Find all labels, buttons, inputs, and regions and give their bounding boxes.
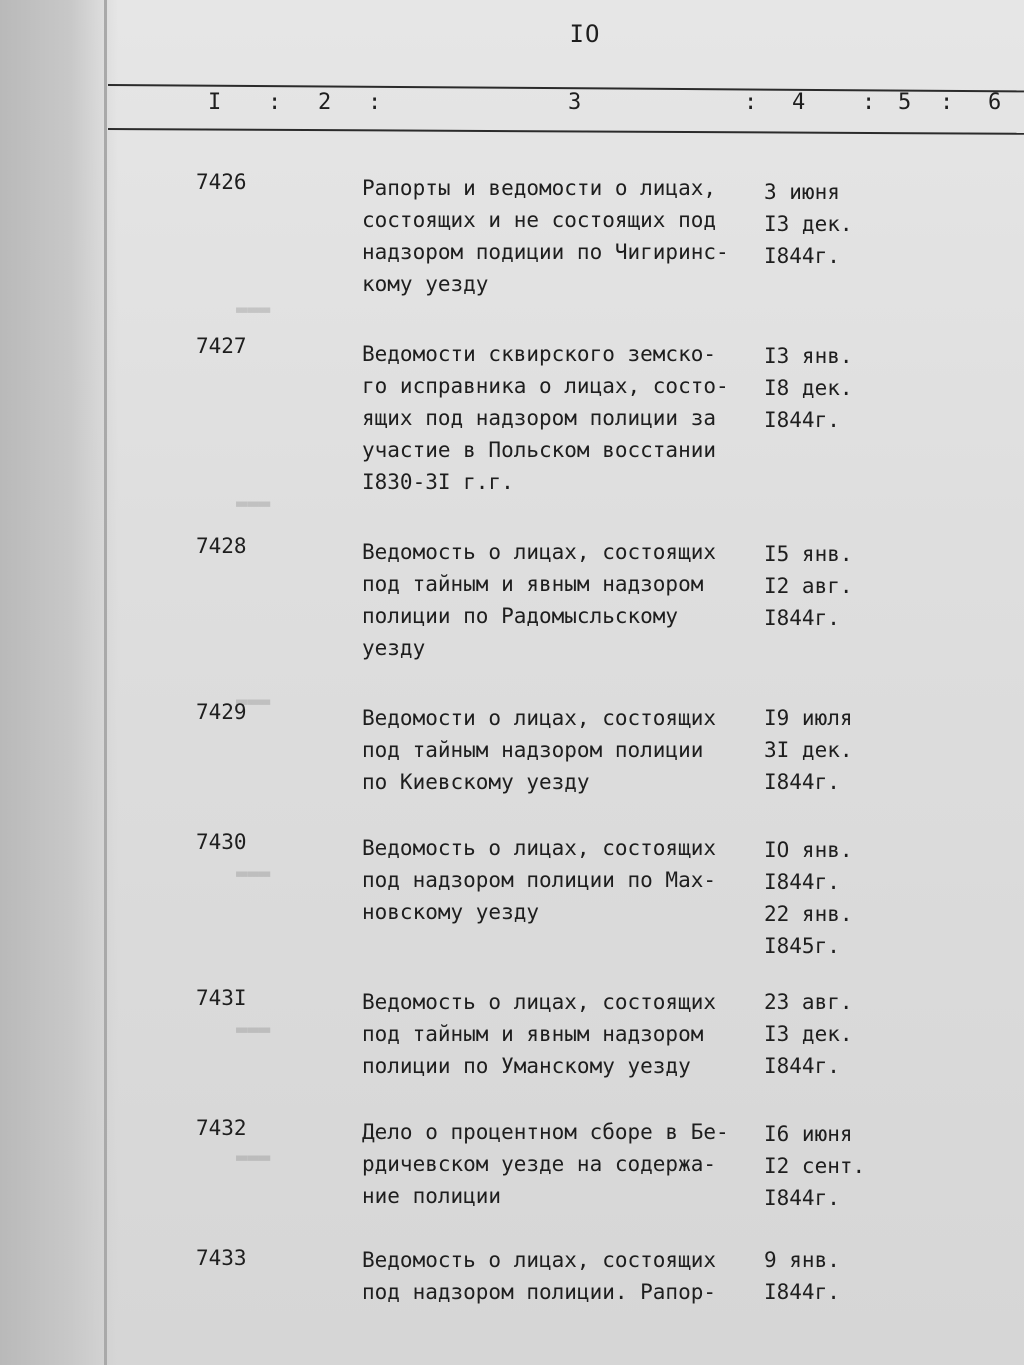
entry-dates <box>764 702 904 798</box>
entry-id: 7432 <box>196 1116 247 1140</box>
description-line: под тайным и явным надзором <box>362 572 704 596</box>
date-line: 23 авг. <box>764 990 853 1014</box>
description-line: ящих под надзором полиции за <box>362 406 717 430</box>
description-line: Ведомость о лицах, состоящих <box>362 1248 717 1272</box>
entry-description <box>362 986 762 1082</box>
entry-description <box>362 1244 762 1308</box>
description-line: полиции по Уманскому уезду <box>362 1054 691 1078</box>
date-line: I6 июня <box>764 1122 853 1146</box>
date-line: I844г. <box>764 408 840 432</box>
bleed-through-mark: ▬▬▬ <box>236 862 271 884</box>
entry-dates <box>764 340 904 436</box>
description-line: Ведомости сквирского земско- <box>362 342 717 366</box>
description-line: под надзором полиции по Мах- <box>362 868 717 892</box>
bleed-through-mark: ▬▬▬ <box>236 1018 271 1040</box>
description-line: кому уезду <box>362 272 489 296</box>
entry-description <box>362 702 762 798</box>
date-line: I3 дек. <box>764 212 853 236</box>
date-line: I2 авг. <box>764 574 853 598</box>
description-line: Рапорты и ведомости о лицах, <box>362 176 717 200</box>
date-line: I3 янв. <box>764 344 853 368</box>
description-line: Ведомость о лицах, состоящих <box>362 540 717 564</box>
description-line: го исправника о лицах, состо- <box>362 374 729 398</box>
entry-id: 7428 <box>196 534 247 558</box>
column-header-separator: : <box>268 90 282 115</box>
column-header-1: I <box>208 90 222 115</box>
column-header-separator: : <box>744 90 758 115</box>
date-line: 3I дек. <box>764 738 853 762</box>
entry-dates <box>764 538 904 634</box>
date-line: IO янв. <box>764 838 853 862</box>
description-line: под надзором полиции. Рапор- <box>362 1280 717 1304</box>
date-line: 3 июня <box>764 180 840 204</box>
entry-dates <box>764 834 904 962</box>
bleed-through-mark: ▬▬▬ <box>236 1146 271 1168</box>
entry-id: 7433 <box>196 1246 247 1270</box>
column-header-5: 5 <box>898 90 912 115</box>
description-line: состоящих и не состоящих под <box>362 208 717 232</box>
entry-dates <box>764 986 904 1082</box>
column-header-separator: : <box>368 90 382 115</box>
date-line: I2 сент. <box>764 1154 866 1178</box>
description-line: уезду <box>362 636 426 660</box>
page-number: IO <box>569 20 601 48</box>
column-header-separator: : <box>940 90 954 115</box>
entry-id: 7429 <box>196 700 247 724</box>
entry-description <box>362 832 762 928</box>
header-rule-bottom <box>108 128 1024 135</box>
description-line: Дело о процентном сборе в Бе- <box>362 1120 729 1144</box>
description-line: надзором подиции по Чигиринс- <box>362 240 729 264</box>
date-line: I3 дек. <box>764 1022 853 1046</box>
entry-description <box>362 338 762 498</box>
entry-id: 7426 <box>196 170 247 194</box>
column-header-4: 4 <box>792 90 806 115</box>
header-rule-top <box>108 84 1024 92</box>
bleed-through-mark: ▬▬▬ <box>236 492 271 514</box>
date-line: I844г. <box>764 1054 840 1078</box>
description-line: Ведомость о лицах, состоящих <box>362 990 717 1014</box>
entry-dates <box>764 1118 904 1214</box>
description-line: Ведомость о лицах, состоящих <box>362 836 717 860</box>
entry-id: 7427 <box>196 334 247 358</box>
entry-id: 743I <box>196 986 247 1010</box>
description-line: ние полиции <box>362 1184 502 1208</box>
entry-description <box>362 1116 762 1212</box>
column-header-6: 6 <box>988 90 1002 115</box>
entry-id: 7430 <box>196 830 247 854</box>
date-line: I5 янв. <box>764 542 853 566</box>
date-line: I844г. <box>764 870 840 894</box>
entry-description <box>362 536 762 664</box>
date-line: 22 янв. <box>764 902 853 926</box>
date-line: I9 июля <box>764 706 853 730</box>
date-line: I844г. <box>764 606 840 630</box>
date-line: I844г. <box>764 244 840 268</box>
description-line: рдичевском уезде на содержа- <box>362 1152 717 1176</box>
bleed-through-mark: ▬▬▬ <box>236 298 271 320</box>
column-header-2: 2 <box>318 90 332 115</box>
date-line: I8 дек. <box>764 376 853 400</box>
description-line: новскому уезду <box>362 900 540 924</box>
entry-dates <box>764 1244 904 1308</box>
facing-page-edge <box>0 0 118 1365</box>
description-line: полиции по Радомысльскому <box>362 604 679 628</box>
description-line: по Киевскому уезду <box>362 770 590 794</box>
description-line: под тайным надзором полиции <box>362 738 704 762</box>
column-header-3: 3 <box>568 90 582 115</box>
entry-description <box>362 172 762 300</box>
description-line: Ведомости о лицах, состоящих <box>362 706 717 730</box>
column-header-separator: : <box>862 90 876 115</box>
entry-dates <box>764 176 904 272</box>
date-line: 9 янв. <box>764 1248 840 1272</box>
bleed-through-mark: ▬▬▬ <box>236 690 271 712</box>
date-line: I845г. <box>764 934 840 958</box>
page-spine <box>104 0 107 1365</box>
date-line: I844г. <box>764 1186 840 1210</box>
date-line: I844г. <box>764 770 840 794</box>
description-line: участие в Польском восстании <box>362 438 717 462</box>
date-line: I844г. <box>764 1280 840 1304</box>
description-line: под тайным и явным надзором <box>362 1022 704 1046</box>
description-line: I830-3I г.г. <box>362 470 514 494</box>
